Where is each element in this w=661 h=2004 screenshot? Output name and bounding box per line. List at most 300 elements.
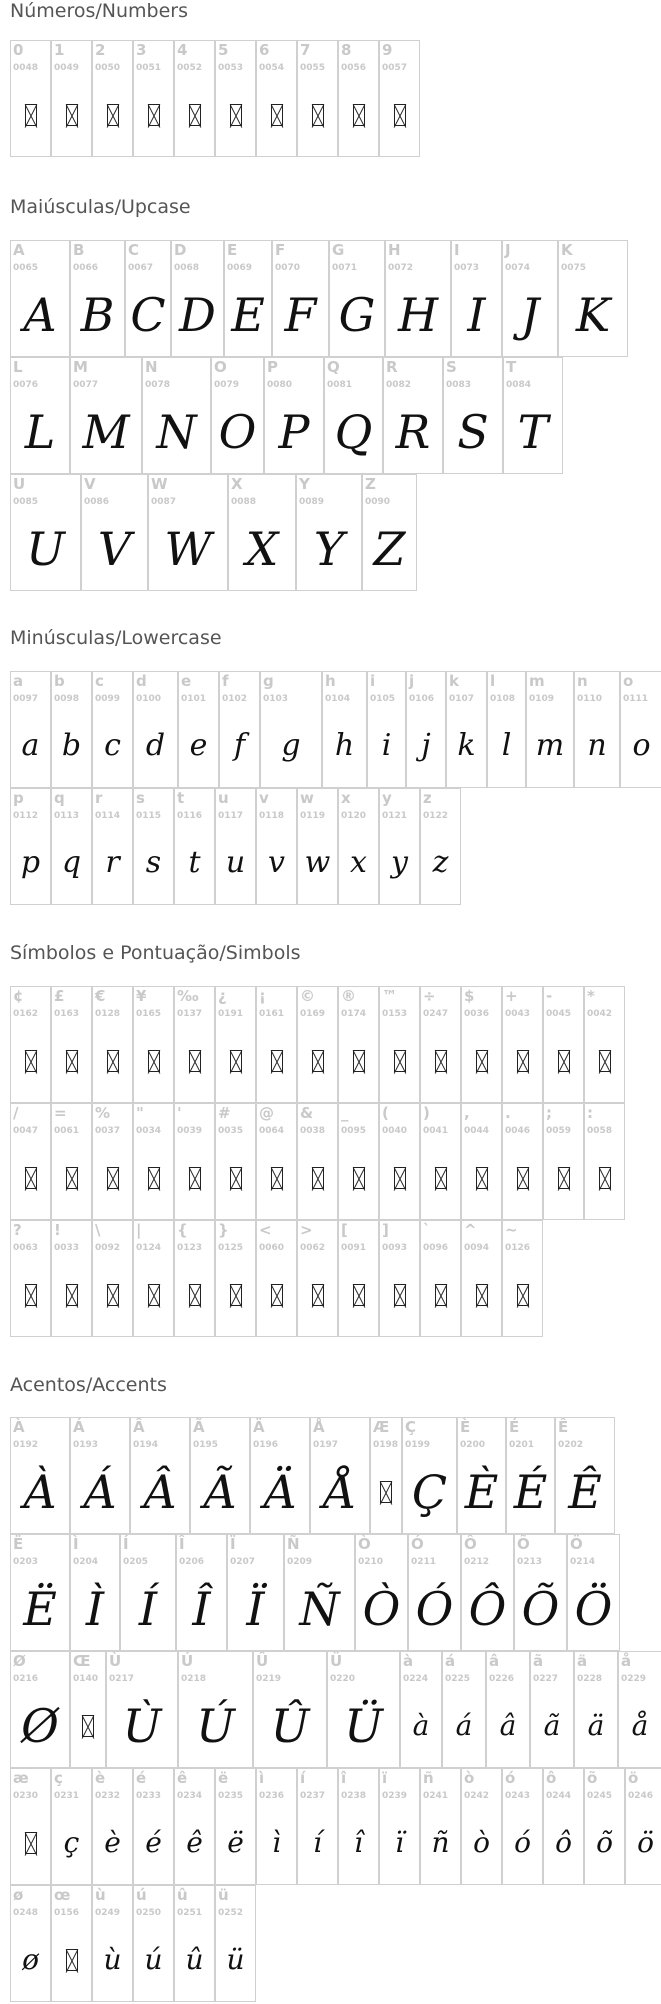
glyph-code-label: 0250 (136, 1908, 162, 1918)
missing-glyph-icon (271, 1167, 283, 1189)
glyph-sample (52, 1142, 91, 1213)
glyph-sample: Ú (196, 1698, 235, 1753)
glyph-code-label: 0227 (533, 1674, 559, 1684)
glyph-cell-upper (324, 357, 383, 474)
glyph-char-label: P (267, 358, 278, 376)
glyph-sample: N (156, 404, 197, 459)
glyph-code-label: 0199 (405, 1440, 431, 1450)
glyph-char-label: ¢ (13, 987, 24, 1005)
glyph-cell-symbols (174, 986, 215, 1103)
glyph-sample (134, 1142, 173, 1213)
glyph-code-label: 0074 (505, 263, 531, 273)
glyph-cell-symbols (10, 986, 51, 1103)
section-title-symbols: Símbolos e Pontuação/Simbols (10, 942, 301, 964)
glyph-cell-symbols (502, 1220, 543, 1337)
glyph-char-label: 7 (300, 41, 311, 59)
glyph-code-label: 0043 (505, 1009, 531, 1019)
glyph-char-label: Ì (73, 1535, 79, 1553)
glyph-char-label: m (529, 672, 545, 690)
glyph-char-label: i (370, 672, 376, 690)
glyph-char-label: û (177, 1886, 188, 1904)
glyph-code-label: 0239 (382, 1791, 408, 1801)
missing-glyph-icon (558, 1050, 570, 1072)
glyph-char-label: C (128, 241, 140, 259)
glyph-char-label: £ (54, 987, 65, 1005)
glyph-sample: r (105, 844, 120, 880)
glyph-code-label: 0234 (177, 1791, 203, 1801)
glyph-char-label: ê (177, 1769, 188, 1787)
glyph-code-label: 0210 (358, 1557, 384, 1567)
missing-glyph-icon (107, 1050, 119, 1072)
glyph-code-label: 0117 (218, 811, 244, 821)
glyph-code-label: 0099 (95, 694, 121, 704)
glyph-cell-upper (148, 474, 228, 591)
glyph-char-label: o (623, 672, 634, 690)
glyph-code-label: 0126 (505, 1243, 531, 1253)
missing-glyph-icon (25, 1167, 37, 1189)
glyph-code-label: 0078 (145, 380, 171, 390)
glyph-cell-numbers (51, 40, 92, 157)
glyph-sample: õ (596, 1825, 613, 1859)
glyph-cell-accents (10, 1768, 51, 1885)
glyph-char-label: 4 (177, 41, 188, 59)
glyph-sample: h (334, 727, 355, 763)
glyph-sample: z (432, 844, 449, 880)
glyph-sample: n (587, 727, 607, 763)
glyph-char-label: â (489, 1652, 500, 1670)
glyph-cell-accents (574, 1651, 618, 1768)
glyph-code-label: 0042 (587, 1009, 613, 1019)
glyph-sample: D (179, 287, 216, 342)
glyph-cell-upper (70, 357, 142, 474)
glyph-code-label: 0197 (313, 1440, 339, 1450)
glyph-char-label: e (181, 672, 192, 690)
glyph-cell-accents (461, 1534, 514, 1651)
glyph-cell-accents (355, 1534, 408, 1651)
glyph-char-label: ã (533, 1652, 544, 1670)
glyph-char-label: t (177, 789, 185, 807)
missing-glyph-icon (25, 1832, 37, 1854)
missing-glyph-icon (476, 1284, 488, 1306)
glyph-cell-upper (558, 240, 628, 357)
missing-glyph-icon (148, 104, 160, 126)
glyph-char-label: ‰ (177, 987, 199, 1005)
glyph-code-label: 0035 (218, 1126, 244, 1136)
glyph-char-label: k (449, 672, 459, 690)
glyph-char-label: j (409, 672, 415, 690)
missing-glyph-icon (66, 104, 78, 126)
glyph-char-label: T (506, 358, 517, 376)
glyph-cell-symbols (584, 1103, 625, 1220)
glyph-sample: ã (543, 1708, 561, 1742)
glyph-code-label: 0047 (13, 1126, 39, 1136)
glyph-sample: R (395, 404, 431, 459)
glyph-char-label: [ (341, 1221, 348, 1239)
glyph-code-label: 0232 (95, 1791, 121, 1801)
glyph-cell-symbols (174, 1220, 215, 1337)
glyph-sample: Ó (415, 1581, 454, 1636)
missing-glyph-icon (476, 1167, 488, 1189)
glyph-sample (585, 1142, 624, 1213)
glyph-char-label: ™ (382, 987, 397, 1005)
missing-glyph-icon (312, 1167, 324, 1189)
glyph-sample (216, 1142, 255, 1213)
glyph-code-label: 0071 (332, 263, 358, 273)
glyph-code-label: 0106 (409, 694, 435, 704)
glyph-char-label: F (275, 241, 286, 259)
glyph-sample (71, 1690, 105, 1761)
glyph-code-label: 0080 (267, 380, 293, 390)
glyph-char-label: Ü (330, 1652, 343, 1670)
glyph-sample: Ã (203, 1464, 237, 1519)
glyph-cell-symbols (92, 986, 133, 1103)
glyph-cell-lower (379, 788, 420, 905)
missing-glyph-icon (435, 1284, 447, 1306)
glyph-char-label: ( (382, 1104, 389, 1122)
glyph-char-label: ø (13, 1886, 24, 1904)
glyph-cell-lower (51, 671, 92, 788)
glyph-sample (421, 1259, 460, 1330)
missing-glyph-icon (230, 1050, 242, 1072)
glyph-char-label: p (13, 789, 24, 807)
glyph-cell-numbers (10, 40, 51, 157)
glyph-sample (257, 79, 296, 150)
glyph-sample: Ù (122, 1698, 162, 1753)
glyph-code-label: 0037 (95, 1126, 121, 1136)
glyph-sample: A (23, 287, 57, 342)
glyph-char-label: A (13, 241, 25, 259)
glyph-cell-symbols (215, 1103, 256, 1220)
glyph-char-label: Ò (358, 1535, 371, 1553)
glyph-cell-accents (133, 1768, 174, 1885)
glyph-cell-accents (215, 1885, 256, 2002)
glyph-sample: Â (143, 1464, 177, 1519)
glyph-sample: Ñ (299, 1581, 340, 1636)
glyph-code-label: 0242 (464, 1791, 490, 1801)
missing-glyph-icon (66, 1050, 78, 1072)
glyph-cell-upper (272, 240, 329, 357)
glyph-cell-accents (174, 1885, 215, 2002)
missing-glyph-icon (394, 1050, 406, 1072)
glyph-code-label: 0118 (259, 811, 285, 821)
glyph-sample: L (24, 404, 56, 459)
glyph-code-label: 0174 (341, 1009, 367, 1019)
glyph-char-label: ç (54, 1769, 63, 1787)
glyph-sample: Ö (574, 1581, 613, 1636)
glyph-char-label: è (95, 1769, 106, 1787)
glyph-char-label: Y (299, 475, 310, 493)
glyph-char-label: X (231, 475, 243, 493)
glyph-sample: ë (227, 1825, 244, 1859)
glyph-cell-symbols (92, 1220, 133, 1337)
glyph-sample (298, 79, 337, 150)
glyph-sample: ô (555, 1825, 572, 1859)
missing-glyph-icon (82, 1715, 94, 1737)
glyph-char-label: Q (327, 358, 340, 376)
glyph-cell-lower (406, 671, 446, 788)
glyph-sample: i (381, 727, 392, 763)
glyph-code-label: 0228 (577, 1674, 603, 1684)
glyph-cell-accents (190, 1417, 250, 1534)
glyph-cell-symbols (92, 1103, 133, 1220)
glyph-char-label: v (259, 789, 269, 807)
glyph-sample (257, 1025, 296, 1096)
glyph-code-label: 0073 (454, 263, 480, 273)
glyph-char-label: b (54, 672, 65, 690)
glyph-char-label: / (13, 1104, 19, 1122)
glyph-cell-symbols (461, 1103, 502, 1220)
glyph-char-label: & (300, 1104, 314, 1122)
glyph-code-label: 0251 (177, 1908, 203, 1918)
glyph-sample (544, 1142, 583, 1213)
glyph-cell-accents (584, 1768, 625, 1885)
glyph-sample: X (245, 521, 279, 576)
glyph-char-label: N (145, 358, 158, 376)
glyph-cell-lower (322, 671, 367, 788)
glyph-code-label: 0064 (259, 1126, 285, 1136)
glyph-code-label: 0110 (577, 694, 603, 704)
glyph-char-label: ` (423, 1221, 431, 1239)
glyph-sample: m (535, 727, 565, 763)
glyph-cell-accents (174, 1768, 215, 1885)
glyph-sample (134, 1025, 173, 1096)
glyph-code-label: 0060 (259, 1243, 285, 1253)
glyph-char-label: © (300, 987, 315, 1005)
glyph-cell-upper (451, 240, 502, 357)
glyph-char-label: Û (256, 1652, 269, 1670)
glyph-char-label: | (136, 1221, 142, 1239)
glyph-cell-lower (420, 788, 461, 905)
glyph-cell-accents (10, 1885, 51, 2002)
glyph-code-label: 0123 (177, 1243, 203, 1253)
glyph-sample: è (104, 1825, 121, 1859)
glyph-char-label: á (445, 1652, 456, 1670)
missing-glyph-icon (312, 104, 324, 126)
glyph-char-label: K (561, 241, 573, 259)
glyph-code-label: 0089 (299, 497, 325, 507)
glyph-code-label: 0072 (388, 263, 414, 273)
glyph-char-label: ñ (423, 1769, 434, 1787)
glyph-sample: w (304, 844, 331, 880)
glyph-cell-numbers (256, 40, 297, 157)
glyph-char-label: í (300, 1769, 306, 1787)
glyph-code-label: 0233 (136, 1791, 162, 1801)
glyph-char-label: { (177, 1221, 188, 1239)
glyph-code-label: 0056 (341, 63, 367, 73)
glyph-sample: ö (637, 1825, 654, 1859)
glyph-code-label: 0237 (300, 1791, 326, 1801)
glyph-cell-lower (92, 788, 133, 905)
glyph-code-label: 0211 (411, 1557, 437, 1567)
glyph-cell-symbols (10, 1220, 51, 1337)
glyph-sample (298, 1025, 337, 1096)
glyph-char-label: È (460, 1418, 471, 1436)
glyph-cell-lower (178, 671, 219, 788)
glyph-char-label: L (13, 358, 23, 376)
glyph-cell-accents (51, 1768, 92, 1885)
glyph-code-label: 0248 (13, 1908, 39, 1918)
glyph-sample (298, 1259, 337, 1330)
missing-glyph-icon (353, 1050, 365, 1072)
glyph-code-label: 0055 (300, 63, 326, 73)
glyph-cell-symbols (174, 1103, 215, 1220)
glyph-cell-symbols (133, 986, 174, 1103)
glyph-code-label: 0103 (263, 694, 289, 704)
glyph-code-label: 0214 (570, 1557, 596, 1567)
glyph-code-label: 0034 (136, 1126, 162, 1136)
glyph-cell-lower (10, 788, 51, 905)
glyph-sample (216, 79, 255, 150)
glyph-char-label: î (341, 1769, 347, 1787)
glyph-char-label: à (403, 1652, 414, 1670)
glyph-char-label: Ç (405, 1418, 417, 1436)
glyph-char-label: B (73, 241, 85, 259)
glyph-code-label: 0068 (174, 263, 200, 273)
glyph-cell-upper (211, 357, 264, 474)
glyph-code-label: 0205 (123, 1557, 149, 1567)
missing-glyph-icon (66, 1167, 78, 1189)
glyph-sample: j (421, 727, 431, 763)
glyph-char-label: ] (382, 1221, 389, 1239)
glyph-code-label: 0238 (341, 1791, 367, 1801)
glyph-sample: v (268, 844, 285, 880)
glyph-code-label: 0075 (561, 263, 587, 273)
missing-glyph-icon (435, 1050, 447, 1072)
glyph-code-label: 0203 (13, 1557, 39, 1567)
glyph-code-label: 0105 (370, 694, 396, 704)
section-title-accents: Acentos/Accents (10, 1374, 167, 1396)
missing-glyph-icon (148, 1284, 160, 1306)
glyph-char-label: f (222, 672, 229, 690)
glyph-sample: ò (473, 1825, 490, 1859)
glyph-sample (52, 1924, 91, 1995)
glyph-sample: ø (22, 1942, 39, 1976)
glyph-cell-symbols (256, 1103, 297, 1220)
glyph-code-label: 0140 (73, 1674, 99, 1684)
glyph-sample (380, 79, 419, 150)
glyph-char-label: u (218, 789, 229, 807)
glyph-sample: à (412, 1708, 430, 1742)
glyph-code-label: 0115 (136, 811, 162, 821)
glyph-sample: b (61, 727, 82, 763)
glyph-char-label: ö (628, 1769, 639, 1787)
glyph-char-label: h (325, 672, 336, 690)
glyph-char-label: ¿ (218, 987, 227, 1005)
glyph-sample (93, 79, 132, 150)
glyph-code-label: 0216 (13, 1674, 39, 1684)
glyph-sample: Å (323, 1464, 357, 1519)
glyph-char-label: $ (464, 987, 475, 1005)
glyph-code-label: 0112 (13, 811, 39, 821)
glyph-code-label: 0041 (423, 1126, 449, 1136)
glyph-sample: Q (334, 404, 373, 459)
glyph-sample: ï (395, 1825, 404, 1859)
glyph-cell-upper (125, 240, 171, 357)
glyph-cell-accents (227, 1534, 284, 1651)
glyph-sample (175, 1259, 214, 1330)
glyph-char-label: ú (136, 1886, 147, 1904)
glyph-code-label: 0076 (13, 380, 39, 390)
glyph-char-label: z (423, 789, 432, 807)
glyph-sample: c (104, 727, 121, 763)
glyph-cell-upper (10, 357, 70, 474)
glyph-sample: Õ (521, 1581, 560, 1636)
glyph-char-label: O (214, 358, 227, 376)
glyph-char-label: J (505, 241, 511, 259)
glyph-sample (371, 1456, 401, 1527)
glyph-sample (216, 1259, 255, 1330)
glyph-char-label: W (151, 475, 168, 493)
glyph-cell-lower (51, 788, 92, 905)
glyph-char-label: Í (123, 1535, 129, 1553)
glyph-code-label: 0046 (505, 1126, 531, 1136)
glyph-cell-upper (81, 474, 148, 591)
glyph-sample: Á (83, 1464, 117, 1519)
glyph-char-label: E (227, 241, 238, 259)
glyph-char-label: Å (313, 1418, 325, 1436)
glyph-cell-symbols (338, 986, 379, 1103)
glyph-code-label: 0085 (13, 497, 39, 507)
glyph-code-label: 0048 (13, 63, 39, 73)
glyph-cell-upper (224, 240, 272, 357)
glyph-sample: U (26, 521, 65, 576)
glyph-code-label: 0116 (177, 811, 203, 821)
glyph-code-label: 0093 (382, 1243, 408, 1253)
glyph-char-label: ® (341, 987, 356, 1005)
glyph-char-label: ä (577, 1652, 588, 1670)
glyph-code-label: 0069 (227, 263, 253, 273)
glyph-code-label: 0081 (327, 380, 353, 390)
glyph-code-label: 0083 (446, 380, 472, 390)
missing-glyph-icon (380, 1481, 392, 1503)
glyph-code-label: 0045 (546, 1009, 572, 1019)
glyph-code-label: 0219 (256, 1674, 282, 1684)
section-title-numbers: Números/Numbers (10, 0, 188, 22)
glyph-code-label: 0062 (300, 1243, 326, 1253)
glyph-code-label: 0090 (365, 497, 391, 507)
glyph-char-label: ì (259, 1769, 265, 1787)
glyph-sample: å (631, 1708, 649, 1742)
glyph-char-label: g (263, 672, 274, 690)
glyph-char-label: 2 (95, 41, 106, 59)
glyph-sample (52, 1025, 91, 1096)
glyph-sample: Ë (23, 1581, 57, 1636)
glyph-code-label: 0212 (464, 1557, 490, 1567)
glyph-sample: Z (373, 521, 406, 576)
glyph-cell-symbols (502, 986, 543, 1103)
missing-glyph-icon (107, 1167, 119, 1189)
glyph-char-label: > (300, 1221, 313, 1239)
glyph-cell-upper (502, 240, 558, 357)
glyph-char-label: Ö (570, 1535, 583, 1553)
glyph-cell-lower (256, 788, 297, 905)
glyph-code-label: 0193 (73, 1440, 99, 1450)
glyph-sample: H (397, 287, 439, 342)
glyph-code-label: 0051 (136, 63, 162, 73)
glyph-cell-symbols (297, 1220, 338, 1337)
glyph-cell-accents (567, 1534, 620, 1651)
glyph-code-label: 0063 (13, 1243, 39, 1253)
glyph-sample: I (467, 287, 486, 342)
glyph-cell-accents (120, 1534, 176, 1651)
glyph-cell-lower (574, 671, 620, 788)
glyph-char-label: ÷ (423, 987, 436, 1005)
glyph-code-label: 0195 (193, 1440, 219, 1450)
section-title-lower: Minúsculas/Lowercase (10, 627, 222, 649)
glyph-cell-accents (486, 1651, 530, 1768)
glyph-cell-symbols (420, 986, 461, 1103)
glyph-cell-upper (70, 240, 125, 357)
